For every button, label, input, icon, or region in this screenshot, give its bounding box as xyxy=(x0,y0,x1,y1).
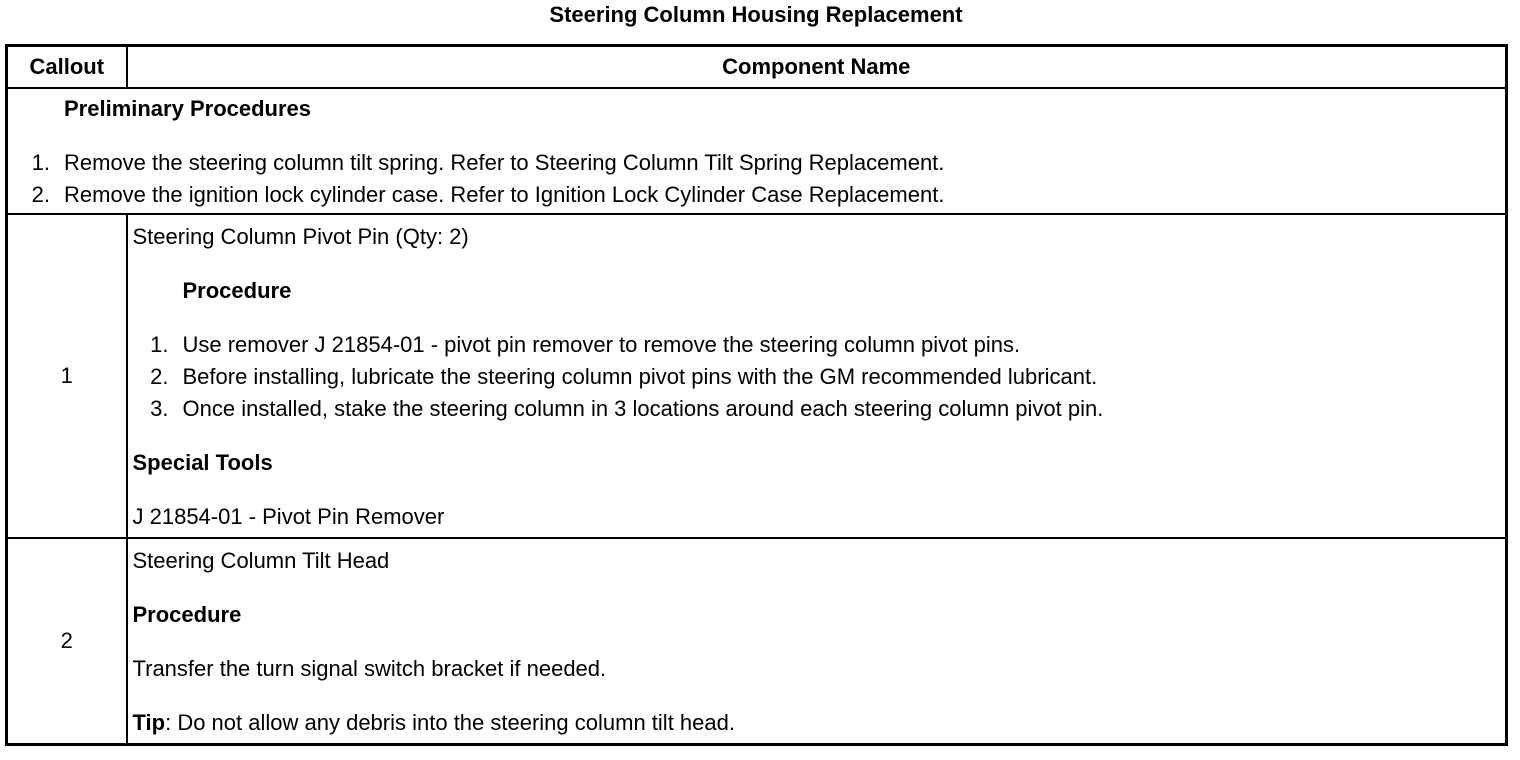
component-cell xyxy=(127,538,1507,745)
component-cell xyxy=(127,214,1507,538)
special-tool-item: J 21854-01 - Pivot Pin Remover xyxy=(132,504,445,529)
component-name: Steering Column Tilt Head xyxy=(132,548,390,573)
component-name: Steering Column Pivot Pin (Qty: 2) xyxy=(132,224,469,249)
preliminary-cell xyxy=(7,88,1507,214)
procedure-table xyxy=(5,44,1508,746)
callout-cell: 2 xyxy=(7,538,127,745)
page-title: Steering Column Housing Replacement xyxy=(549,2,963,27)
step-number: 3. xyxy=(150,396,169,421)
step-text: Before installing, lubricate the steering column pivot pins with the GM recommended lubricant. xyxy=(182,364,1098,389)
procedure-text: Transfer the turn signal switch bracket if needed. xyxy=(132,656,607,681)
procedure-step xyxy=(133,393,1500,425)
procedure-step xyxy=(133,361,1500,393)
table-row xyxy=(7,538,1507,745)
step-text: Remove the ignition lock cylinder case. Refer to Ignition Lock Cylinder Case Replacement. xyxy=(64,182,945,207)
step-text: Use remover J 21854-01 - pivot pin remover to remove the steering column pivot pins. xyxy=(182,332,1021,357)
preliminary-row xyxy=(7,88,1507,214)
preliminary-heading: Preliminary Procedures xyxy=(64,96,312,121)
step-number: 2. xyxy=(150,364,169,389)
procedure-heading: Procedure xyxy=(182,278,292,303)
callout-cell: 1 xyxy=(7,214,127,538)
component-name-header: Component Name xyxy=(127,46,1507,89)
table-row xyxy=(7,214,1507,538)
special-tools-heading: Special Tools xyxy=(132,450,273,475)
preliminary-step xyxy=(8,179,1505,211)
procedure-step xyxy=(133,329,1500,361)
tip-text: : Do not allow any debris into the steering column tilt head. xyxy=(165,710,735,735)
callout-header: Callout xyxy=(7,46,127,89)
header-row xyxy=(7,46,1507,89)
preliminary-step xyxy=(8,147,1505,179)
step-text: Once installed, stake the steering column in 3 locations around each steering column pivot pin. xyxy=(182,396,1104,421)
procedure-heading: Procedure xyxy=(132,602,242,627)
tip-label: Tip xyxy=(132,710,166,735)
step-text: Remove the steering column tilt spring. Refer to Steering Column Tilt Spring Replacement. xyxy=(64,150,945,175)
step-number: 2. xyxy=(31,182,50,207)
step-number: 1. xyxy=(150,332,169,357)
step-number: 1. xyxy=(31,150,50,175)
tip-note xyxy=(133,707,1500,739)
